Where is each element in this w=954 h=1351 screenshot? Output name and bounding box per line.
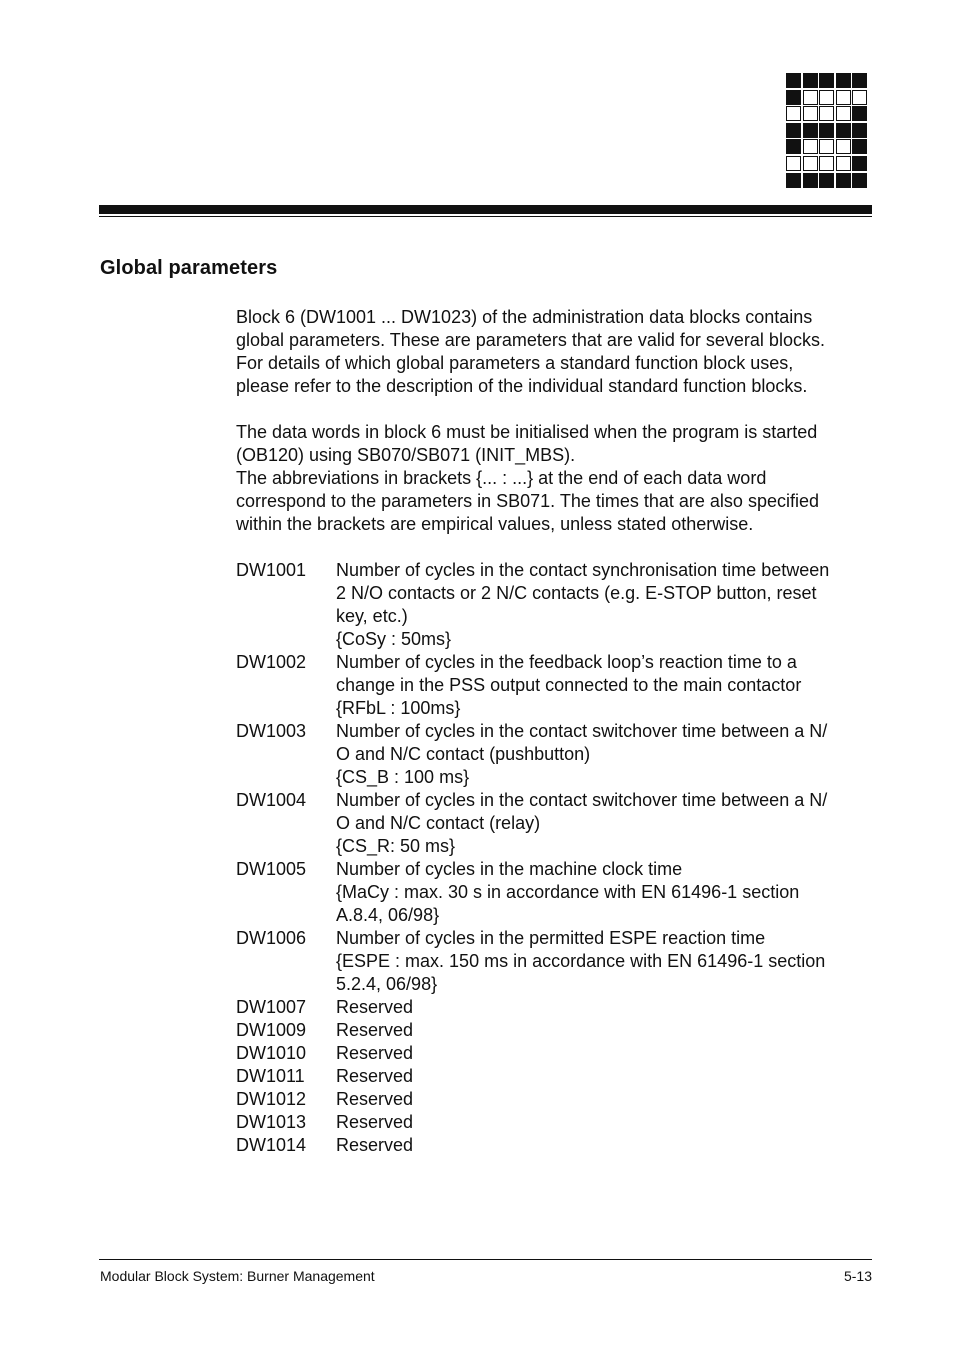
logo-grid xyxy=(786,73,867,188)
logo-cell xyxy=(836,73,851,88)
data-word-description: Number of cycles in the contact switchover time between a N/ O and N/C contact (pushbutton) {CS_B : 100 ms} xyxy=(336,721,828,787)
header-rule-thick xyxy=(99,205,872,214)
data-word-row xyxy=(236,1088,866,1111)
section-heading: Global parameters xyxy=(100,257,278,279)
section-body xyxy=(236,306,866,1157)
data-word-code: DW1002 xyxy=(236,652,307,672)
logo-cell xyxy=(836,139,851,154)
data-word-description: Reserved xyxy=(336,1112,414,1132)
logo-cell xyxy=(786,173,801,188)
logo-cell xyxy=(819,173,834,188)
logo-cell xyxy=(803,173,818,188)
data-word-description: Number of cycles in the permitted ESPE reaction time {ESPE : max. 150 ms in accordance with EN 61496-1 section 5.2.4, 06/98} xyxy=(336,928,826,994)
logo-cell xyxy=(803,139,818,154)
data-word-row xyxy=(236,651,866,720)
data-word-row xyxy=(236,1111,866,1134)
logo-cell xyxy=(803,123,818,138)
logo-cell xyxy=(852,73,867,88)
data-word-code: DW1003 xyxy=(236,721,307,741)
page-number: 5-13 xyxy=(843,1268,872,1284)
data-word-code: DW1004 xyxy=(236,790,307,810)
data-word-row xyxy=(236,1042,866,1065)
data-word-code: DW1007 xyxy=(236,997,307,1017)
logo-cell xyxy=(852,123,867,138)
header-rule-thin xyxy=(99,216,872,217)
logo-cell xyxy=(836,123,851,138)
logo-cell xyxy=(786,139,801,154)
data-word-description: Number of cycles in the contact switchover time between a N/ O and N/C contact (relay) {CS_R: 50 ms} xyxy=(336,790,828,856)
data-word-code: DW1014 xyxy=(236,1135,307,1155)
data-word-row xyxy=(236,789,866,858)
logo-cell xyxy=(836,90,851,105)
logo-cell xyxy=(819,156,834,171)
logo-cell xyxy=(836,106,851,121)
footer-title: Modular Block System: Burner Management xyxy=(100,1268,375,1284)
data-word-description: Number of cycles in the machine clock time {MaCy : max. 30 s in accordance with EN 61496-1 section A.8.4, 06/98} xyxy=(336,859,800,925)
data-word-description: Number of cycles in the contact synchronisation time between 2 N/O contacts or 2 N/C contacts (e.g. E-STOP button, reset key, etc.) {CoSy : 50ms} xyxy=(336,560,830,649)
logo-cell xyxy=(803,73,818,88)
data-word-description: Reserved xyxy=(336,1043,414,1063)
data-word-description: Number of cycles in the feedback loop’s reaction time to a change in the PSS output connected to the main contactor {RFbL : 100ms} xyxy=(336,652,802,718)
data-word-row xyxy=(236,1065,866,1088)
logo-cell xyxy=(803,156,818,171)
logo-cell xyxy=(786,106,801,121)
logo-cell xyxy=(819,123,834,138)
logo-cell xyxy=(786,90,801,105)
data-word-code: DW1012 xyxy=(236,1089,307,1109)
data-word-description: Reserved xyxy=(336,1089,414,1109)
data-word-row xyxy=(236,927,866,996)
data-word-row xyxy=(236,1019,866,1042)
logo-cell xyxy=(852,90,867,105)
logo-cell xyxy=(786,73,801,88)
intro-paragraph: Block 6 (DW1001 ... DW1023) of the administration data blocks contains global parameters. These are parameters that are valid for several blocks. For details of which global parameters a standard function block uses, please refer to the description of the individual standard function blocks. xyxy=(236,307,825,396)
data-word-description: Reserved xyxy=(336,1066,414,1086)
data-word-code: DW1006 xyxy=(236,928,307,948)
logo-cell xyxy=(819,90,834,105)
logo-cell xyxy=(786,156,801,171)
logo-cell xyxy=(819,139,834,154)
logo-cell xyxy=(852,139,867,154)
data-word-row xyxy=(236,996,866,1019)
logo-cell xyxy=(819,106,834,121)
data-word-description: Reserved xyxy=(336,1135,414,1155)
data-word-row xyxy=(236,559,866,651)
logo-cell xyxy=(803,90,818,105)
logo-cell xyxy=(786,123,801,138)
data-word-code: DW1005 xyxy=(236,859,307,879)
data-word-code: DW1010 xyxy=(236,1043,307,1063)
logo-cell xyxy=(836,156,851,171)
data-word-code: DW1001 xyxy=(236,560,307,580)
data-word-list xyxy=(236,559,866,1157)
data-word-row xyxy=(236,720,866,789)
logo-cell xyxy=(803,106,818,121)
logo-cell xyxy=(852,106,867,121)
logo-cell xyxy=(836,173,851,188)
data-word-row xyxy=(236,1134,866,1157)
data-word-row xyxy=(236,858,866,927)
data-word-code: DW1011 xyxy=(236,1066,305,1086)
data-word-description: Reserved xyxy=(336,1020,414,1040)
data-word-description: Reserved xyxy=(336,997,414,1017)
footer-rule xyxy=(99,1259,872,1260)
logo-cell xyxy=(852,173,867,188)
data-word-code: DW1009 xyxy=(236,1020,307,1040)
logo-cell xyxy=(852,156,867,171)
logo-cell xyxy=(819,73,834,88)
initialisation-paragraph: The data words in block 6 must be initialised when the program is started (OB120) using SB070/SB071 (INIT_MBS). The abbreviations in brackets {... : ...} at the end of each data word correspond to the parameters in SB071. The times that are also specified within the brackets are empirical values, unless stated otherwise. xyxy=(236,422,819,534)
data-word-code: DW1013 xyxy=(236,1112,307,1132)
